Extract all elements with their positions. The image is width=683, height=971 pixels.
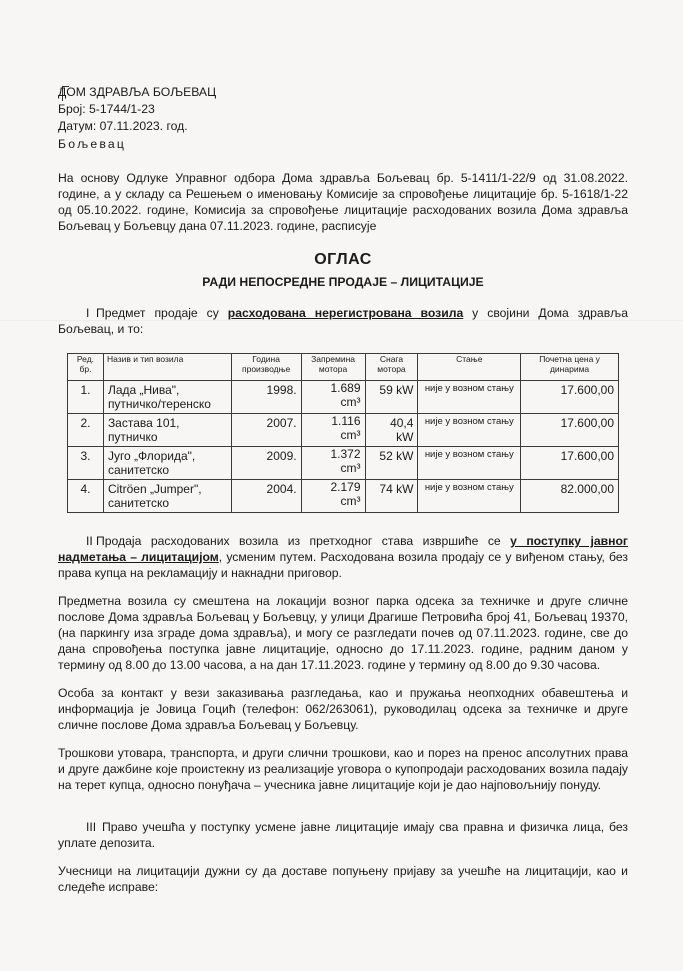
row-state: није у возном стању (418, 414, 521, 447)
row-state: није у возном стању (418, 381, 521, 414)
row-vehicle (103, 447, 231, 480)
row-power: 52 kW (365, 447, 418, 480)
header-name: Назив и тип возила (103, 354, 231, 381)
section-2-numeral: II (86, 534, 93, 548)
volume-value: 1.372 (330, 447, 361, 461)
volume-unit: cm³ (340, 428, 361, 442)
section-1-post: у својини Дома здравља Бољевац, и то: (58, 306, 628, 336)
row-price: 82.000,00 (521, 480, 619, 513)
section-1-emphasis: расходована нерегистрована возила (227, 306, 464, 320)
row-state: није у возном стању (418, 480, 521, 513)
section-3-numeral: III (86, 820, 97, 834)
header-state: Стање (418, 354, 521, 381)
row-no: 4. (68, 480, 104, 513)
page-subtitle: РАДИ НЕПОСРЕДНЕ ПРОДАЈЕ – ЛИЦИТАЦИЈЕ (202, 275, 484, 289)
section-1-pre: Предмет продаје су (96, 306, 228, 320)
document-date: Датум: 07.11.2023. год. (58, 119, 188, 133)
header-price: Почетна цена у динарима (521, 354, 619, 381)
volume-value: 1.116 (331, 414, 361, 428)
vehicle-type: путничко (107, 430, 158, 444)
vehicle-type: санитетско (107, 463, 169, 477)
vehicle-name: Citröen „Jumper", (107, 482, 202, 496)
row-power: 74 kW (365, 480, 418, 513)
section-1 (58, 305, 628, 337)
row-year: 2004. (231, 480, 301, 513)
section-2 (58, 533, 628, 581)
vehicle-name: Лада „Нива", (107, 383, 180, 397)
section-2-post: , усменим путем. Расходована возила продају се у виђеном стању, без права купца на рекламацију и накнадни приговор. (58, 550, 628, 580)
vehicles-table (67, 353, 619, 513)
location-paragraph: Предметна возила су смештена на локацији возног парка одсека за техничке и друге сличне послове Дома здравља Бољевац у Бољевцу, у улици Драгише Петровића број 41, Бољевац 19370, (на паркингу иза зграде дома здравља), и могу се разгледати почев од 07.11.2023. године, све до дана спровођења поступка јавне лицитације, односно до 17.11.2023. године, радним даном у термину од 8.00 до 13.00 часова, а на дан 17.11.2023. године у термину од 8.00 до 9.30 часова. (58, 594, 628, 672)
section-2-pre: Продаја расходованих возила из претходног става извршиће се (96, 534, 511, 548)
intro-paragraph: На основу Одлуке Управног одбора Дома здравља Бољевац бр. 5-1411/1-22/9 од 31.08.2022. године, а у складу са Решењем о именовању Комисије за спровођење лицитације бр. 5-1618/1-22 од 05.10.2022. године, Комисија за спровођење лицитације расходованих возила Дома здравља Бољевац у Бољевцу дана 07.11.2023. године, расписује (58, 171, 628, 233)
section-2-emphasis: у поступку јавног надметања – лицитацијом (58, 534, 628, 564)
volume-value: 1.689 (330, 381, 361, 395)
row-vehicle (103, 480, 231, 513)
vehicle-name: Југо „Флорида", (107, 449, 196, 463)
table-row (68, 480, 619, 513)
documents-paragraph: Учесници на лицитацији дужни су да доставе попуњену пријаву за учешће на лицитацији, као и следеће исправе: (58, 864, 628, 894)
table-row (68, 414, 619, 447)
volume-unit: cm³ (340, 494, 361, 508)
header-year: Година производње (231, 354, 301, 381)
row-year: 2007. (231, 414, 301, 447)
row-power: 59 kW (365, 381, 418, 414)
vehicle-type: путничко/теренско (107, 397, 211, 411)
row-state: није у возном стању (418, 447, 521, 480)
row-year: 2009. (231, 447, 301, 480)
section-3 (58, 819, 628, 851)
page-title: ОГЛАС (314, 251, 372, 268)
header-power: Снага мотора (365, 354, 418, 381)
volume-unit: cm³ (340, 461, 361, 475)
section-1-numeral: I (86, 306, 90, 320)
row-volume (301, 381, 365, 414)
contact-paragraph: Особа за контакт у вези заказивања разгледања, као и пружања неопходних обавештења и информација је Јовица Гоцић (телефон: 062/263061), руководилац одсека за техничке и друге сличне послове Дома здравља Бољевац у Бољевцу. (58, 686, 628, 732)
volume-unit: cm³ (340, 395, 361, 409)
row-price: 17.600,00 (521, 447, 619, 480)
letterhead (58, 84, 628, 153)
row-volume (301, 480, 365, 513)
costs-paragraph: Трошкови утовара, транспорта, и други слични трошкови, као и порез на пренос апсолутних права и друге дажбине које проистекну из реализације уговора о купопродаји расходованих возила падају на терет купца, односно понуђача – учесника јавне лицитације који је дао најповољнију понуду. (58, 746, 628, 792)
document-body (58, 84, 628, 895)
row-year: 1998. (231, 381, 301, 414)
row-price: 17.600,00 (521, 414, 619, 447)
row-power: 40,4 kW (365, 414, 418, 447)
vehicle-name: Застава 101, (107, 416, 180, 430)
table-row (68, 447, 619, 480)
volume-value: 2.179 (330, 480, 361, 494)
row-price: 17.600,00 (521, 381, 619, 414)
section-3-text: Право учешћа у поступку усмене јавне лицитације имају сва правна и физичка лица, без уплате депозита. (58, 820, 628, 850)
row-no: 3. (68, 447, 104, 480)
institution-name: ДОМ ЗДРАВЉА БОЉЕВАЦ (58, 85, 217, 99)
row-no: 2. (68, 414, 104, 447)
vehicle-type: санитетско (107, 496, 169, 510)
document-number: Број: 5-1744/1-23 (58, 102, 155, 116)
row-no: 1. (68, 381, 104, 414)
header-volume: Запремина мотора (301, 354, 365, 381)
header-no: Ред. бр. (68, 354, 104, 381)
row-vehicle (103, 414, 231, 447)
row-vehicle (103, 381, 231, 414)
table-row (68, 381, 619, 414)
table-header-row (68, 354, 619, 381)
row-volume (301, 447, 365, 480)
row-volume (301, 414, 365, 447)
document-town: Бољевац (58, 137, 127, 151)
